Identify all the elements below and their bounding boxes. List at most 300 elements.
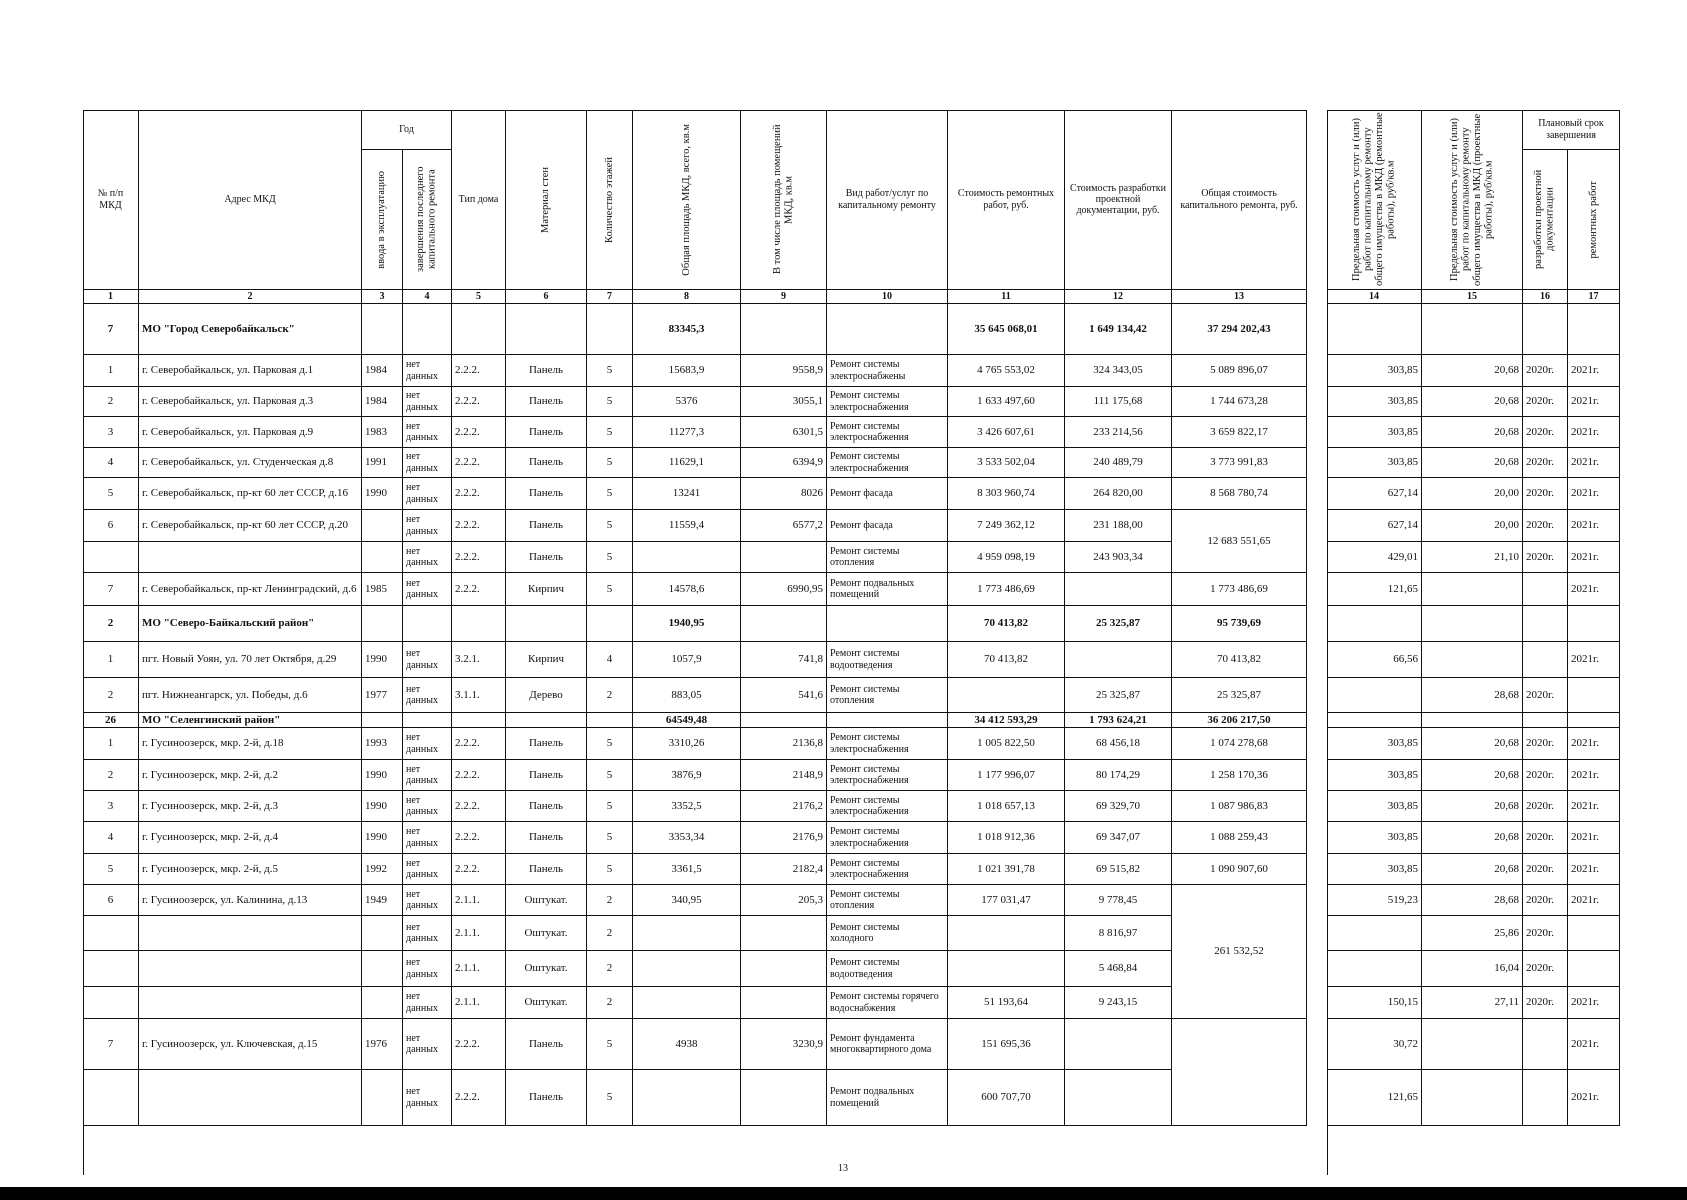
- column-number-16: 16: [1523, 290, 1568, 304]
- row-17-col-17: 2021г.: [1568, 822, 1620, 854]
- header-limit-repair: [1327, 110, 1422, 290]
- header-wall-material: [506, 110, 587, 290]
- row-12-col-9: 541,6: [741, 678, 827, 713]
- row-20-col-10: Ремонт системы холодного: [827, 916, 948, 951]
- row-22-col-11: 51 193,64: [948, 987, 1065, 1019]
- row-9-col-5: 2.2.2.: [452, 573, 506, 606]
- row-20-col-15: 25,86: [1422, 916, 1523, 951]
- row-18-col-15: 20,68: [1422, 854, 1523, 885]
- column-number-12: 12: [1065, 290, 1172, 304]
- row-7-col-8: 11559,4: [633, 510, 741, 542]
- row-19-col-17: 2021г.: [1568, 885, 1620, 916]
- row-11-col-1: 1: [83, 642, 139, 678]
- row-13-col-14: [1327, 713, 1422, 728]
- header-year-group: Год: [362, 110, 452, 150]
- row-20-col-1: [83, 916, 139, 951]
- header-wall-material-text: Материал стен: [540, 166, 552, 233]
- row-20-col-8: [633, 916, 741, 951]
- row-23-col-9: 3230,9: [741, 1019, 827, 1070]
- row-9-col-12: [1065, 573, 1172, 606]
- row-8-col-8: [633, 542, 741, 573]
- row-21-col-11: [948, 951, 1065, 987]
- row-20-col-12: 8 816,97: [1065, 916, 1172, 951]
- row-18-col-1: 5: [83, 854, 139, 885]
- row-11-col-13: 70 413,82: [1172, 642, 1307, 678]
- header-limit-design-text: Предельная стоимость услуг и (или) работ по капитальному ремонту общего имущества в МКД (проектные работы), руб/кв.м: [1448, 113, 1495, 286]
- row-19-col-6: Оштукат.: [506, 885, 587, 916]
- row-4-col-14: 303,85: [1327, 417, 1422, 448]
- row-15-col-3: 1990: [362, 760, 403, 791]
- row-8-col-14: 429,01: [1327, 542, 1422, 573]
- row-1-col-15: [1422, 304, 1523, 355]
- row-23-col-16: [1523, 1019, 1568, 1070]
- row-2-col-12: 324 343,05: [1065, 355, 1172, 387]
- row-21-col-16: 2020г.: [1523, 951, 1568, 987]
- row-8-col-4: нет данных: [403, 542, 452, 573]
- header-premises-area: [741, 110, 827, 290]
- row-9-col-6: Кирпич: [506, 573, 587, 606]
- table-left-border: [83, 110, 84, 1175]
- row-7-col-7: 5: [587, 510, 633, 542]
- row-24-col-12: [1065, 1070, 1172, 1126]
- row-22-col-7: 2: [587, 987, 633, 1019]
- row-15-col-16: 2020г.: [1523, 760, 1568, 791]
- row-14-col-5: 2.2.2.: [452, 728, 506, 760]
- row-7-col-12: 231 188,00: [1065, 510, 1172, 542]
- row-24-col-2: [139, 1070, 362, 1126]
- page-number: 13: [838, 1163, 848, 1174]
- row-16-col-17: 2021г.: [1568, 791, 1620, 822]
- column-number-14: 14: [1327, 290, 1422, 304]
- row-11-col-15: [1422, 642, 1523, 678]
- row-22-col-8: [633, 987, 741, 1019]
- row-12-col-8: 883,05: [633, 678, 741, 713]
- row-3-col-12: 111 175,68: [1065, 387, 1172, 417]
- row-16-col-2: г. Гусиноозерск, мкр. 2-й, д.3: [139, 791, 362, 822]
- row-7-col-14: 627,14: [1327, 510, 1422, 542]
- row-20-col-4: нет данных: [403, 916, 452, 951]
- row-18-col-10: Ремонт системы электроснабжения: [827, 854, 948, 885]
- row-19-col-12: 9 778,45: [1065, 885, 1172, 916]
- row-24-col-6: Панель: [506, 1070, 587, 1126]
- row-20-col-6: Оштукат.: [506, 916, 587, 951]
- row-3-col-7: 5: [587, 387, 633, 417]
- row-24-col-16: [1523, 1070, 1568, 1126]
- row-5-col-15: 20,68: [1422, 448, 1523, 478]
- row-1-col-2: МО "Город Северобайкальск": [139, 304, 362, 355]
- row-24-col-5: 2.2.2.: [452, 1070, 506, 1126]
- row-15-col-14: 303,85: [1327, 760, 1422, 791]
- row-7-col-13: 12 683 551,65: [1172, 510, 1307, 573]
- row-23-col-12: [1065, 1019, 1172, 1070]
- row-11-col-10: Ремонт системы водоотведения: [827, 642, 948, 678]
- row-11-col-4: нет данных: [403, 642, 452, 678]
- row-7-col-16: 2020г.: [1523, 510, 1568, 542]
- row-9-col-15: [1422, 573, 1523, 606]
- row-2-col-17: 2021г.: [1568, 355, 1620, 387]
- row-21-col-5: 2.1.1.: [452, 951, 506, 987]
- row-9-col-7: 5: [587, 573, 633, 606]
- column-number-6: 6: [506, 290, 587, 304]
- row-15-col-15: 20,68: [1422, 760, 1523, 791]
- row-15-col-11: 1 177 996,07: [948, 760, 1065, 791]
- row-18-col-8: 3361,5: [633, 854, 741, 885]
- row-19-col-8: 340,95: [633, 885, 741, 916]
- row-7-col-2: г. Северобайкальск, пр-кт 60 лет СССР, д.20: [139, 510, 362, 542]
- row-10-col-13: 95 739,69: [1172, 606, 1307, 642]
- row-19-col-11: 177 031,47: [948, 885, 1065, 916]
- row-1-col-6: [506, 304, 587, 355]
- row-24-col-9: [741, 1070, 827, 1126]
- row-19-col-7: 2: [587, 885, 633, 916]
- row-3-col-15: 20,68: [1422, 387, 1523, 417]
- row-9-col-10: Ремонт подвальных помещений: [827, 573, 948, 606]
- row-14-col-4: нет данных: [403, 728, 452, 760]
- column-number-11: 11: [948, 290, 1065, 304]
- row-21-col-9: [741, 951, 827, 987]
- header-deadline-repair: [1568, 150, 1620, 290]
- row-2-col-11: 4 765 553,02: [948, 355, 1065, 387]
- row-22-col-16: 2020г.: [1523, 987, 1568, 1019]
- row-22-col-9: [741, 987, 827, 1019]
- row-15-col-5: 2.2.2.: [452, 760, 506, 791]
- row-18-col-7: 5: [587, 854, 633, 885]
- row-13-col-7: [587, 713, 633, 728]
- row-1-col-9: [741, 304, 827, 355]
- row-3-col-14: 303,85: [1327, 387, 1422, 417]
- row-13-col-15: [1422, 713, 1523, 728]
- row-12-col-13: 25 325,87: [1172, 678, 1307, 713]
- row-15-col-10: Ремонт системы электроснабжения: [827, 760, 948, 791]
- row-18-col-3: 1992: [362, 854, 403, 885]
- row-20-col-3: [362, 916, 403, 951]
- row-20-col-7: 2: [587, 916, 633, 951]
- row-14-col-2: г. Гусиноозерск, мкр. 2-й, д.18: [139, 728, 362, 760]
- row-1-col-8: 83345,3: [633, 304, 741, 355]
- row-12-col-11: [948, 678, 1065, 713]
- row-6-col-13: 8 568 780,74: [1172, 478, 1307, 510]
- row-5-col-14: 303,85: [1327, 448, 1422, 478]
- row-23-col-4: нет данных: [403, 1019, 452, 1070]
- row-1-col-1: 7: [83, 304, 139, 355]
- row-17-col-14: 303,85: [1327, 822, 1422, 854]
- column-number-5: 5: [452, 290, 506, 304]
- row-12-col-16: 2020г.: [1523, 678, 1568, 713]
- row-3-col-2: г. Северобайкальск, ул. Парковая д.3: [139, 387, 362, 417]
- row-17-col-2: г. Гусиноозерск, мкр. 2-й, д.4: [139, 822, 362, 854]
- row-12-col-5: 3.1.1.: [452, 678, 506, 713]
- row-2-col-15: 20,68: [1422, 355, 1523, 387]
- row-8-col-9: [741, 542, 827, 573]
- row-9-col-2: г. Северобайкальск, пр-кт Ленинградский, д.6: [139, 573, 362, 606]
- row-5-col-4: нет данных: [403, 448, 452, 478]
- row-15-col-7: 5: [587, 760, 633, 791]
- row-19-col-3: 1949: [362, 885, 403, 916]
- row-12-col-1: 2: [83, 678, 139, 713]
- row-8-col-7: 5: [587, 542, 633, 573]
- row-17-col-12: 69 347,07: [1065, 822, 1172, 854]
- row-11-col-8: 1057,9: [633, 642, 741, 678]
- row-3-col-5: 2.2.2.: [452, 387, 506, 417]
- row-4-col-8: 11277,3: [633, 417, 741, 448]
- row-20-col-16: 2020г.: [1523, 916, 1568, 951]
- row-8-col-6: Панель: [506, 542, 587, 573]
- row-20-col-5: 2.1.1.: [452, 916, 506, 951]
- row-1-col-4: [403, 304, 452, 355]
- row-5-col-5: 2.2.2.: [452, 448, 506, 478]
- row-12-col-15: 28,68: [1422, 678, 1523, 713]
- row-9-col-3: 1985: [362, 573, 403, 606]
- row-4-col-6: Панель: [506, 417, 587, 448]
- row-19-col-16: 2020г.: [1523, 885, 1568, 916]
- row-2-col-7: 5: [587, 355, 633, 387]
- column-number-1: 1: [83, 290, 139, 304]
- row-3-col-16: 2020г.: [1523, 387, 1568, 417]
- row-22-col-10: Ремонт системы горячего водоснабжения: [827, 987, 948, 1019]
- row-7-col-6: Панель: [506, 510, 587, 542]
- row-23-col-2: г. Гусиноозерск, ул. Ключевская, д.15: [139, 1019, 362, 1070]
- row-16-col-5: 2.2.2.: [452, 791, 506, 822]
- row-2-col-13: 5 089 896,07: [1172, 355, 1307, 387]
- row-10-col-15: [1422, 606, 1523, 642]
- row-18-col-17: 2021г.: [1568, 854, 1620, 885]
- row-3-col-6: Панель: [506, 387, 587, 417]
- row-11-col-7: 4: [587, 642, 633, 678]
- row-24-col-7: 5: [587, 1070, 633, 1126]
- row-10-col-10: [827, 606, 948, 642]
- row-15-col-6: Панель: [506, 760, 587, 791]
- row-15-col-9: 2148,9: [741, 760, 827, 791]
- row-18-col-9: 2182,4: [741, 854, 827, 885]
- row-18-col-5: 2.2.2.: [452, 854, 506, 885]
- row-24-col-17: 2021г.: [1568, 1070, 1620, 1126]
- row-6-col-11: 8 303 960,74: [948, 478, 1065, 510]
- row-10-col-17: [1568, 606, 1620, 642]
- row-1-col-17: [1568, 304, 1620, 355]
- row-14-col-14: 303,85: [1327, 728, 1422, 760]
- row-2-col-10: Ремонт системы электроснабжены: [827, 355, 948, 387]
- row-1-col-5: [452, 304, 506, 355]
- row-14-col-3: 1993: [362, 728, 403, 760]
- row-8-col-10: Ремонт системы отопления: [827, 542, 948, 573]
- row-9-col-13: 1 773 486,69: [1172, 573, 1307, 606]
- row-9-col-17: 2021г.: [1568, 573, 1620, 606]
- row-13-col-11: 34 412 593,29: [948, 713, 1065, 728]
- row-10-col-4: [403, 606, 452, 642]
- header-repair-cost: Стоимость ремонтных работ, руб.: [948, 110, 1065, 290]
- row-23-col-10: Ремонт фундамента многоквартирного дома: [827, 1019, 948, 1070]
- row-19-col-13: 261 532,52: [1172, 885, 1307, 1019]
- row-16-col-3: 1990: [362, 791, 403, 822]
- row-4-col-3: 1983: [362, 417, 403, 448]
- row-4-col-12: 233 214,56: [1065, 417, 1172, 448]
- row-7-col-4: нет данных: [403, 510, 452, 542]
- header-deadline-design-text: разработки проектной документации: [1533, 169, 1556, 270]
- row-10-col-16: [1523, 606, 1568, 642]
- row-14-col-7: 5: [587, 728, 633, 760]
- row-6-col-2: г. Северобайкальск, пр-кт 60 лет СССР, д.16: [139, 478, 362, 510]
- row-19-col-9: 205,3: [741, 885, 827, 916]
- row-18-col-6: Панель: [506, 854, 587, 885]
- header-work-type: Вид работ/услуг по капитальному ремонту: [827, 110, 948, 290]
- row-15-col-17: 2021г.: [1568, 760, 1620, 791]
- row-13-col-4: [403, 713, 452, 728]
- row-11-col-6: Кирпич: [506, 642, 587, 678]
- row-4-col-4: нет данных: [403, 417, 452, 448]
- row-22-col-5: 2.1.1.: [452, 987, 506, 1019]
- row-6-col-3: 1990: [362, 478, 403, 510]
- row-14-col-12: 68 456,18: [1065, 728, 1172, 760]
- row-11-col-2: пгт. Новый Уоян, ул. 70 лет Октября, д.29: [139, 642, 362, 678]
- row-17-col-4: нет данных: [403, 822, 452, 854]
- column-number-15: 15: [1422, 290, 1523, 304]
- row-20-col-9: [741, 916, 827, 951]
- row-4-col-16: 2020г.: [1523, 417, 1568, 448]
- row-2-col-1: 1: [83, 355, 139, 387]
- row-2-col-16: 2020г.: [1523, 355, 1568, 387]
- header-deadline-group: Плановый срок завершения: [1523, 110, 1620, 150]
- row-17-col-9: 2176,9: [741, 822, 827, 854]
- header-year-last-repair: [403, 150, 452, 290]
- row-17-col-13: 1 088 259,43: [1172, 822, 1307, 854]
- row-21-col-6: Оштукат.: [506, 951, 587, 987]
- row-24-col-3: [362, 1070, 403, 1126]
- row-4-col-13: 3 659 822,17: [1172, 417, 1307, 448]
- row-2-col-3: 1984: [362, 355, 403, 387]
- row-24-col-4: нет данных: [403, 1070, 452, 1126]
- row-8-col-1: [83, 542, 139, 573]
- row-18-col-4: нет данных: [403, 854, 452, 885]
- row-8-col-2: [139, 542, 362, 573]
- row-15-col-8: 3876,9: [633, 760, 741, 791]
- row-9-col-1: 7: [83, 573, 139, 606]
- row-15-col-2: г. Гусиноозерск, мкр. 2-й, д.2: [139, 760, 362, 791]
- column-number-4: 4: [403, 290, 452, 304]
- row-12-col-12: 25 325,87: [1065, 678, 1172, 713]
- row-19-col-15: 28,68: [1422, 885, 1523, 916]
- row-16-col-14: 303,85: [1327, 791, 1422, 822]
- row-2-col-5: 2.2.2.: [452, 355, 506, 387]
- row-6-col-1: 5: [83, 478, 139, 510]
- row-13-col-17: [1568, 713, 1620, 728]
- row-7-col-9: 6577,2: [741, 510, 827, 542]
- row-2-col-14: 303,85: [1327, 355, 1422, 387]
- row-3-col-4: нет данных: [403, 387, 452, 417]
- row-22-col-1: [83, 987, 139, 1019]
- header-address: Адрес МКД: [139, 110, 362, 290]
- column-number-8: 8: [633, 290, 741, 304]
- row-1-col-16: [1523, 304, 1568, 355]
- row-21-col-7: 2: [587, 951, 633, 987]
- row-13-col-9: [741, 713, 827, 728]
- row-19-col-10: Ремонт системы отопления: [827, 885, 948, 916]
- row-19-col-14: 519,23: [1327, 885, 1422, 916]
- row-23-col-13: [1172, 1019, 1307, 1126]
- row-22-col-17: 2021г.: [1568, 987, 1620, 1019]
- row-7-col-3: [362, 510, 403, 542]
- row-22-col-6: Оштукат.: [506, 987, 587, 1019]
- row-24-col-1: [83, 1070, 139, 1126]
- row-2-col-4: нет данных: [403, 355, 452, 387]
- row-12-col-3: 1977: [362, 678, 403, 713]
- row-8-col-11: 4 959 098,19: [948, 542, 1065, 573]
- column-number-2: 2: [139, 290, 362, 304]
- row-23-col-3: 1976: [362, 1019, 403, 1070]
- header-floors-text: Количество этажей: [603, 156, 615, 243]
- row-10-col-3: [362, 606, 403, 642]
- row-13-col-5: [452, 713, 506, 728]
- row-16-col-9: 2176,2: [741, 791, 827, 822]
- row-3-col-11: 1 633 497,60: [948, 387, 1065, 417]
- row-19-col-1: 6: [83, 885, 139, 916]
- header-premises-area-text: В том числе площадь помещений МКД, кв.м: [771, 124, 795, 275]
- row-1-col-12: 1 649 134,42: [1065, 304, 1172, 355]
- header-deadline-design: [1523, 150, 1568, 290]
- header-total-area: [633, 110, 741, 290]
- header-house-type: Тип дома: [452, 110, 506, 290]
- row-3-col-13: 1 744 673,28: [1172, 387, 1307, 417]
- row-6-col-8: 13241: [633, 478, 741, 510]
- row-18-col-12: 69 515,82: [1065, 854, 1172, 885]
- row-13-col-8: 64549,48: [633, 713, 741, 728]
- row-8-col-17: 2021г.: [1568, 542, 1620, 573]
- row-1-col-3: [362, 304, 403, 355]
- row-6-col-12: 264 820,00: [1065, 478, 1172, 510]
- row-16-col-15: 20,68: [1422, 791, 1523, 822]
- row-16-col-8: 3352,5: [633, 791, 741, 822]
- row-18-col-14: 303,85: [1327, 854, 1422, 885]
- row-16-col-6: Панель: [506, 791, 587, 822]
- row-7-col-10: Ремонт фасада: [827, 510, 948, 542]
- row-4-col-1: 3: [83, 417, 139, 448]
- row-14-col-16: 2020г.: [1523, 728, 1568, 760]
- row-4-col-5: 2.2.2.: [452, 417, 506, 448]
- row-1-col-11: 35 645 068,01: [948, 304, 1065, 355]
- row-19-col-2: г. Гусиноозерск, ул. Калинина, д.13: [139, 885, 362, 916]
- row-9-col-4: нет данных: [403, 573, 452, 606]
- scan-bottom-border: [0, 1187, 1687, 1200]
- row-4-col-15: 20,68: [1422, 417, 1523, 448]
- row-22-col-3: [362, 987, 403, 1019]
- row-3-col-10: Ремонт системы электроснабжения: [827, 387, 948, 417]
- row-4-col-11: 3 426 607,61: [948, 417, 1065, 448]
- row-13-col-12: 1 793 624,21: [1065, 713, 1172, 728]
- row-5-col-8: 11629,1: [633, 448, 741, 478]
- row-14-col-15: 20,68: [1422, 728, 1523, 760]
- row-12-col-7: 2: [587, 678, 633, 713]
- row-12-col-17: [1568, 678, 1620, 713]
- row-10-col-8: 1940,95: [633, 606, 741, 642]
- row-3-col-3: 1984: [362, 387, 403, 417]
- row-5-col-10: Ремонт системы электроснабжения: [827, 448, 948, 478]
- row-6-col-10: Ремонт фасада: [827, 478, 948, 510]
- row-6-col-9: 8026: [741, 478, 827, 510]
- row-20-col-17: [1568, 916, 1620, 951]
- row-16-col-4: нет данных: [403, 791, 452, 822]
- row-14-col-13: 1 074 278,68: [1172, 728, 1307, 760]
- row-10-col-7: [587, 606, 633, 642]
- row-17-col-7: 5: [587, 822, 633, 854]
- capital-repair-table: [83, 110, 1623, 1130]
- column-number-7: 7: [587, 290, 633, 304]
- row-15-col-4: нет данных: [403, 760, 452, 791]
- row-12-col-10: Ремонт системы отопления: [827, 678, 948, 713]
- row-17-col-5: 2.2.2.: [452, 822, 506, 854]
- row-17-col-8: 3353,34: [633, 822, 741, 854]
- column-number-3: 3: [362, 290, 403, 304]
- row-1-col-7: [587, 304, 633, 355]
- row-24-col-15: [1422, 1070, 1523, 1126]
